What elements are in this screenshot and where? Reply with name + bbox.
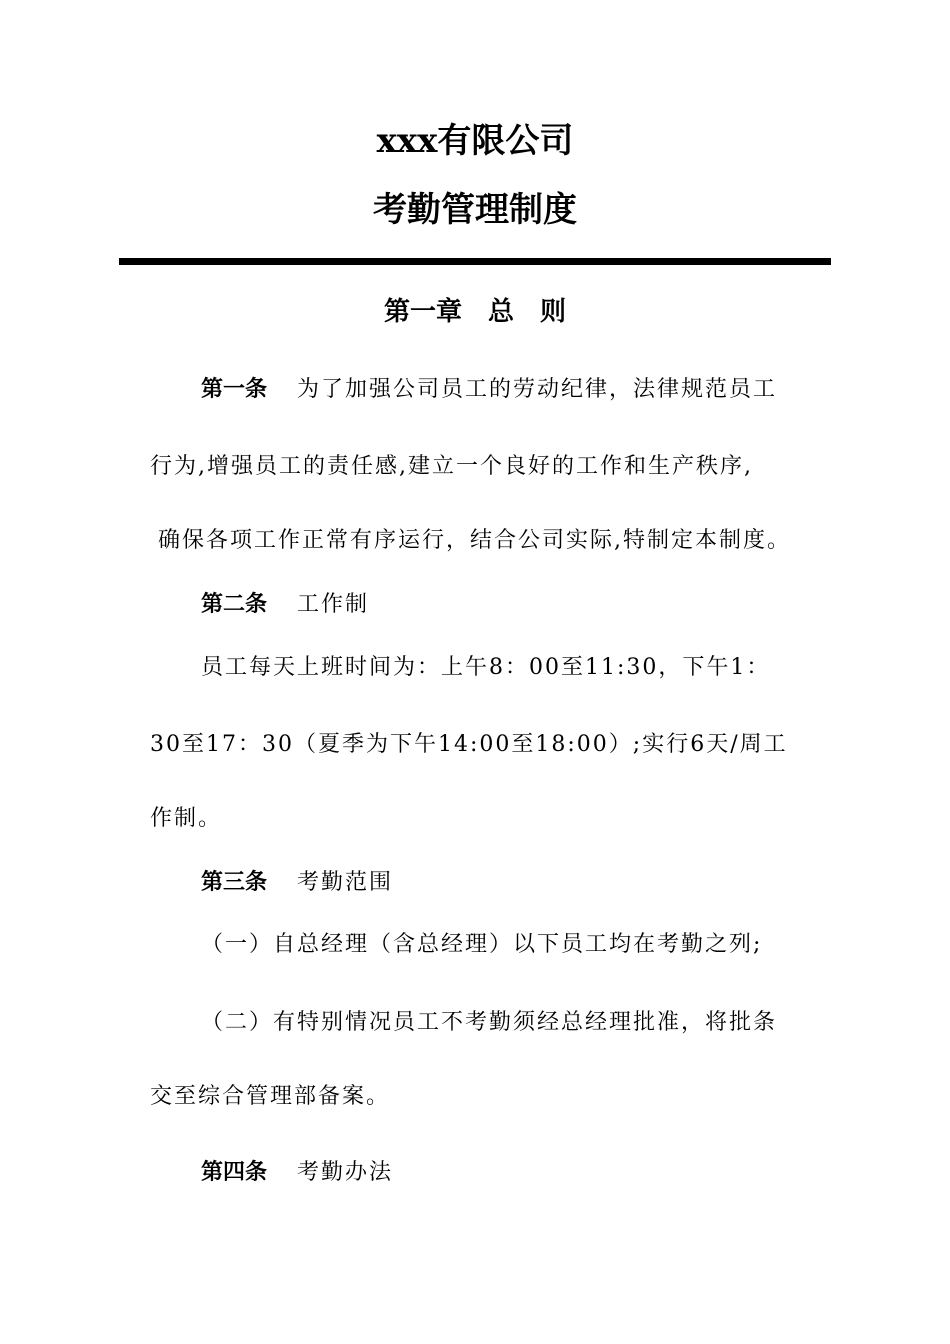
chapter-name-part2: 则 [540, 297, 567, 327]
article-1-first-line [201, 374, 777, 405]
article-3-heading: 考勤范围 [297, 870, 394, 895]
article-3-item-2-line1: （二）有特别情况员工不考勤须经总经理批准，将批条 [201, 1010, 778, 1035]
article-2-heading: 工作制 [297, 592, 370, 617]
article-2-text-line1: 员工每天上班时间为：上午8：00至11:30，下午1： [201, 655, 771, 680]
title-divider [119, 258, 831, 265]
article-4-label: 第四条 [201, 1159, 268, 1185]
article-3-item-1: （一）自总经理（含总经理）以下员工均在考勤之列; [201, 932, 763, 957]
article-3-item-2-line2: 交至综合管理部备案。 [150, 1084, 391, 1109]
article-1-text-line1: 为了加强公司员工的劳动纪律，法律规范员工 [297, 377, 778, 402]
article-2-label: 第二条 [201, 591, 268, 617]
article-1-text-line2: 行为,增强员工的责任感,建立一个良好的工作和生产秩序, [150, 454, 753, 479]
article-1-label: 第一条 [201, 376, 268, 402]
article-3-label: 第三条 [201, 869, 268, 895]
article-2-heading-line [201, 589, 369, 620]
article-3-heading-line [201, 867, 393, 898]
article-2-text-line2: 30至17：30（夏季为下午14:00至18:00）;实行6天/周工 [150, 732, 788, 757]
article-4-heading: 考勤办法 [297, 1160, 394, 1185]
chapter-heading [0, 295, 950, 329]
document-title: 考勤管理制度 [373, 190, 577, 230]
article-4-heading-line [201, 1157, 393, 1188]
article-1-text-line3: 确保各项工作正常有序运行，结合公司实际,特制定本制度。 [158, 528, 791, 553]
company-title: xxx有限公司 [376, 121, 574, 161]
article-2-text-line3: 作制。 [150, 806, 223, 831]
chapter-number: 第一章 [383, 297, 462, 327]
chapter-name-part1: 总 [487, 297, 514, 327]
